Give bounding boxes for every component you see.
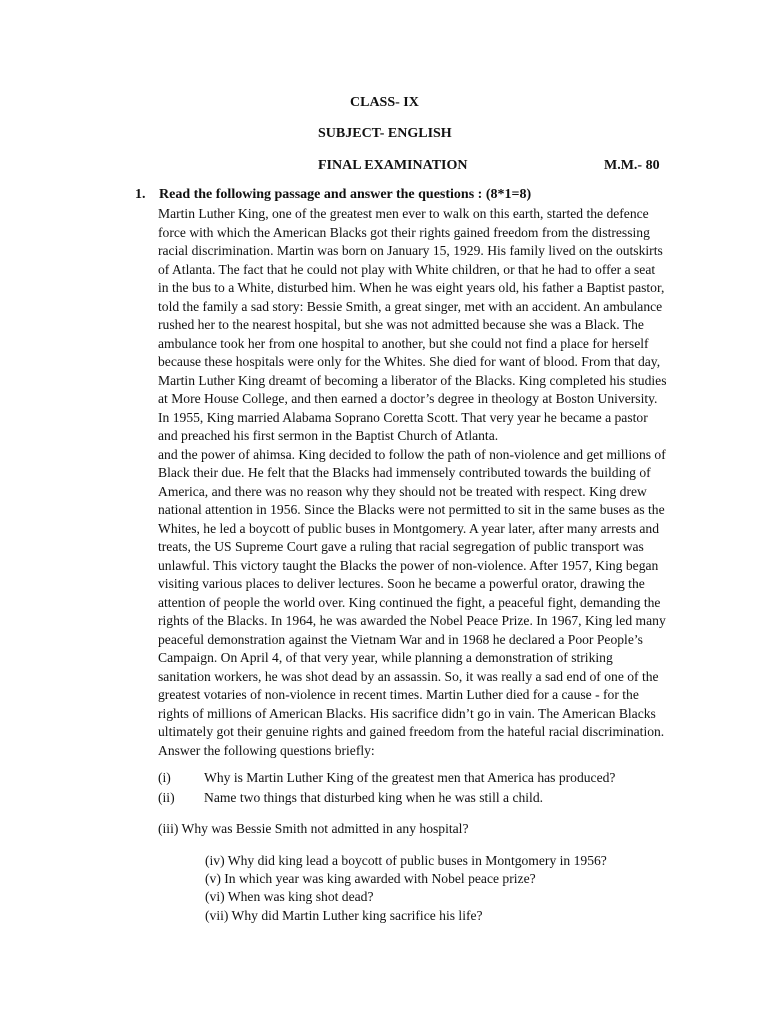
question-number: 1. <box>135 187 146 202</box>
passage-line: racial discrimination. Martin was born on January 15, 1929. His family lived on the outskirts <box>158 243 663 258</box>
passage-line: treats, the US Supreme Court gave a ruling that racial segregation of public transport was <box>158 539 644 554</box>
passage-line: and the power of ahimsa. King decided to follow the path of non-violence and get millions of <box>158 446 666 462</box>
passage-line: rushed her to the nearest hospital, but she was not admitted because she was a Black. The <box>158 317 644 332</box>
passage-line: In 1955, King married Alabama Soprano Coretta Scott. That very year he became a pastor <box>158 409 648 425</box>
sub-question <box>205 889 374 905</box>
passage-line: Answer the following questions briefly: <box>158 742 375 758</box>
sub-question-text: Name two things that disturbed king when he was still a child. <box>204 790 544 805</box>
passage-line: and preached his first sermon in the Baptist Church of Atlanta. <box>158 428 499 443</box>
passage-line: of Atlanta. The fact that he could not play with White children, or that he had to offer a seat <box>158 261 656 277</box>
passage-line: in the bus to a White, disturbed him. When he was eight years old, his father a Baptist pastor, <box>158 280 665 295</box>
sub-question <box>205 908 483 924</box>
passage-line: America, and there was no reason why they should not be treated with respect. King drew <box>158 483 647 499</box>
sub-question-label: (ii) <box>158 790 175 805</box>
sub-question <box>205 871 536 887</box>
sub-question-text: (iii) Why was Bessie Smith not admitted in any hospital? <box>158 821 469 836</box>
sub-question-text: (vii) Why did Martin Luther king sacrifice his life? <box>205 908 483 923</box>
passage-line: Black their due. He felt that the Blacks had immensely contributed towards the building of <box>158 465 651 480</box>
passage-line: force with which the American Blacks got their rights gained freedom from the distressing <box>158 224 650 240</box>
passage-line: rights of millions of American Blacks. His sacrifice didn’t go in vain. The American Blacks <box>158 705 656 721</box>
passage <box>158 205 678 760</box>
sub-question <box>158 821 468 837</box>
subject-heading: SUBJECT- ENGLISH <box>318 126 452 141</box>
sub-question-text: (vi) When was king shot dead? <box>205 889 374 904</box>
passage-line: Campaign. On April 4, of that very year, while planning a demonstration of striking <box>158 650 613 665</box>
passage-line: Martin Luther King dreamt of becoming a liberator of the Blacks. King completed his studies <box>158 372 667 388</box>
passage-line: attention of people the world over. King continued the fight, a peaceful fight, demanding the <box>158 594 661 610</box>
class-heading: CLASS- IX <box>350 95 419 110</box>
passage-line: because these hospitals were only for the Whites. She died for want of blood. From that day, <box>158 354 661 369</box>
passage-line: told the family a sad story: Bessie Smith, a great singer, met with an accident. An ambulance <box>158 298 663 314</box>
passage-line: Martin Luther King, one of the greatest men ever to walk on this earth, started the defence <box>158 206 649 221</box>
exam-title: FINAL EXAMINATION <box>318 158 468 173</box>
question-instruction: Read the following passage and answer the questions : (8*1=8) <box>159 187 532 202</box>
passage-line: ultimately got their genuine rights and gained freedom from the hateful racial discrimination. <box>158 724 665 739</box>
passage-line: visiting various places to deliver lectures. Soon he became a powerful orator, drawing the <box>158 576 645 591</box>
passage-line: unlawful. This victory taught the Blacks the power of non-violence. After 1957, King began <box>158 557 659 573</box>
sub-question-text: (v) In which year was king awarded with Nobel peace prize? <box>205 871 536 886</box>
passage-line: at More House College, and then earned a doctor’s degree in theology at Boston University. <box>158 391 658 406</box>
sub-question <box>205 853 607 869</box>
sub-question <box>158 790 543 806</box>
passage-line: ambulance took her from one hospital to another, but she could not find a place for herself <box>158 335 649 351</box>
passage-line: Whites, he led a boycott of public buses in Montgomery. A year later, after many arrests and <box>158 520 660 536</box>
max-marks: M.M.- 80 <box>604 158 660 173</box>
passage-line: rights of the Blacks. In 1964, he was awarded the Nobel Peace Prize. In 1967, King led many <box>158 613 666 628</box>
passage-line: greatest votaries of non-violence in recent times. Martin Luther died for a cause - for the <box>158 687 639 702</box>
passage-line: sanitation workers, he was shot dead by an assassin. So, it was really a sad end of one of the <box>158 668 659 684</box>
passage-line: peaceful demonstration against the Vietnam War and in 1968 he declared a Poor People’s <box>158 631 643 647</box>
passage-line: national attention in 1956. Since the Blacks were not permitted to sit in the same buses as the <box>158 502 665 517</box>
sub-question-text: (iv) Why did king lead a boycott of public buses in Montgomery in 1956? <box>205 853 607 868</box>
sub-question-label: (i) <box>158 770 171 785</box>
question-heading <box>135 187 531 203</box>
sub-question-text: Why is Martin Luther King of the greatest men that America has produced? <box>204 770 616 785</box>
sub-question <box>158 770 615 786</box>
